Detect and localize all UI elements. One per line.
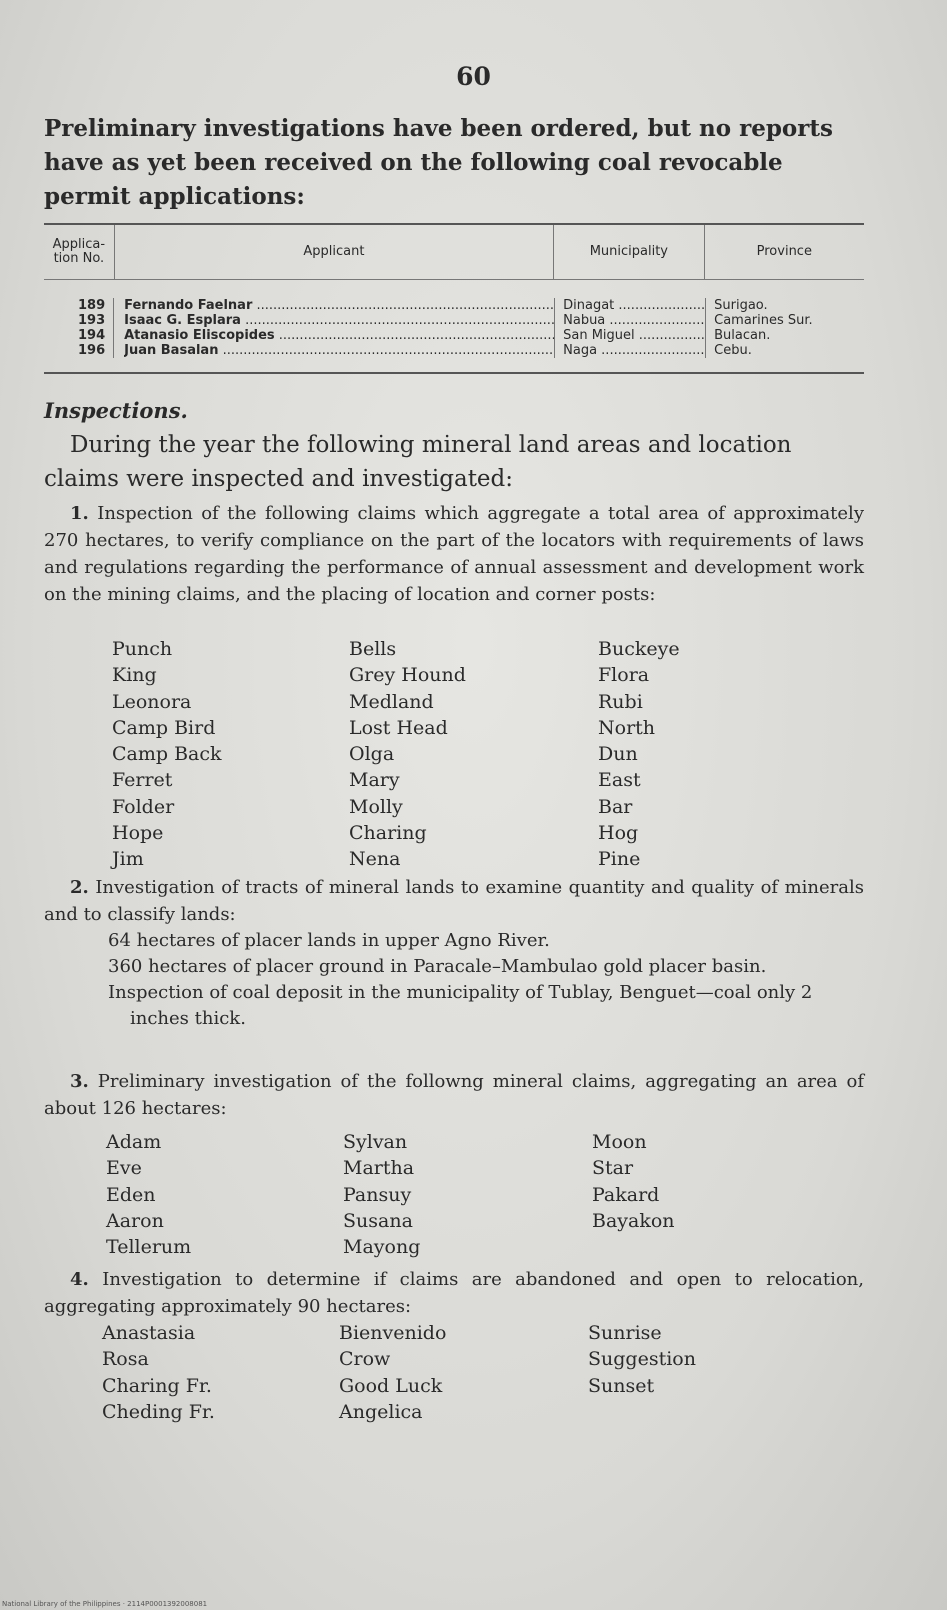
claim-name: Adam [106,1131,162,1153]
claim-name: Folder [112,795,175,818]
tracts-list [108,928,843,1032]
permit-table [44,223,864,374]
table-cell: 196 [77,343,106,358]
claim-name: Star [592,1157,634,1180]
table-cell: San Miguel ..... [563,328,705,343]
table-cell: Bulacan. [714,328,771,343]
claim-name: Good Luck [339,1374,443,1397]
table-cell: Camarines Sur. [714,313,813,328]
item-2-paragraph [44,874,864,928]
claim-name: Angelica [339,1400,423,1423]
table-cell: Surigao. [714,298,768,313]
claims-list-4 [102,1320,738,1425]
claim-name: Ferret [112,769,173,792]
item-text: Investigation of tracts of mineral lands to examine quantity and quality of minerals and to classify lands: [44,877,864,925]
claim-name: Susana [343,1209,413,1232]
list-item: Inspection of coal deposit in the municipality of Tublay, Benguet—coal only 2 inches thick. [108,982,813,1029]
claim-name: Mayong [343,1236,421,1259]
claims-list-1 [112,636,748,873]
claim-name: Molly [349,795,403,818]
header-applicant: Applicant [115,225,554,279]
item-1-paragraph [44,500,864,608]
scan-footer: National Library of the Philippines · 2114P0001392008081 [2,1600,208,1608]
claim-name: Martha [343,1157,415,1180]
claim-name: Hog [598,822,639,845]
claim-name: Olga [349,743,395,766]
claim-name: Moon [592,1131,647,1153]
header-application-no: Applica-tion No. [44,225,115,279]
item-3-paragraph [44,1068,864,1122]
table-cell: Juan Basalan ..... [124,343,554,358]
claim-name: Leonora [112,690,192,713]
item-number: 1. [70,503,89,524]
claim-name: Bells [349,638,397,660]
claim-name: Aaron [106,1209,164,1232]
claim-name: Bienvenido [339,1322,447,1344]
municipality-column [555,298,706,358]
claim-name: Jim [112,848,144,871]
item-number: 3. [70,1071,89,1092]
table-cell: Naga ..... [563,343,705,358]
table-cell: Cebu. [714,343,752,358]
claim-name: Pine [598,848,641,871]
header-municipality: Municipality [554,225,704,279]
claim-name: Medland [349,690,434,713]
table-cell: Isaac G. Esplara ..... [124,313,554,328]
section-heading: Inspections. [44,398,188,423]
claim-name: Camp Back [112,743,222,766]
item-number: 2. [70,877,89,898]
claim-name [588,1399,738,1425]
claim-name: Crow [339,1348,391,1371]
claim-name: Sunset [588,1374,655,1397]
table-cell: Atanasio Eliscopides ..... [124,328,554,343]
table-cell: Dinagat ..... [563,298,705,313]
claim-name: Sunrise [588,1322,662,1344]
claim-name: Rosa [102,1348,149,1371]
claim-name [592,1234,742,1260]
table-cell: 189 [77,298,106,313]
claim-name: East [598,769,641,792]
table-cell: 193 [77,313,106,328]
claim-name: Flora [598,664,650,687]
header-province: Province [756,244,812,259]
table-header [44,225,864,280]
claim-name: Mary [349,769,400,792]
claim-name: Pansuy [343,1183,412,1206]
claim-name: Eden [106,1183,156,1206]
province-column [706,298,864,358]
item-4-paragraph [44,1266,864,1320]
claim-name: North [598,716,656,739]
item-number: 4. [70,1269,89,1290]
claim-name: Lost Head [349,716,448,739]
claim-name: Buckeye [598,638,680,660]
claim-name: Bar [598,795,633,818]
claim-name: Punch [112,638,173,660]
table-body [44,280,864,372]
item-text: Inspection of the following claims which aggregate a total area of approximately 270 hectares, to verify compliance on the part of the locators with requirements of laws and regulations regarding the performance of annual assessment and development work on the mining claims, and the placing of location and corner posts: [44,503,864,605]
inspections-intro: During the year the following mineral land areas and location claims were inspected and investigated: [44,432,792,492]
applicant-column [114,298,555,358]
claim-name: Eve [106,1157,142,1180]
claim-name: Grey Hound [349,664,466,687]
claim-name: Tellerum [106,1236,192,1259]
table-cell: Fernando Faelnar ..... [124,298,554,313]
table-cell: Nabua ..... [563,313,705,328]
claims-list-3 [106,1129,742,1260]
application-no-column [44,298,114,358]
claim-name: Dun [598,743,638,766]
claim-name: Anastasia [102,1322,196,1344]
list-item: 360 hectares of placer ground in Paracale–Mambulao gold placer basin. [108,956,767,977]
claim-name: Suggestion [588,1348,696,1371]
claim-name: King [112,664,157,687]
claim-name: Rubi [598,690,643,713]
claim-name: Hope [112,822,164,845]
list-item: 64 hectares of placer lands in upper Agno River. [108,930,550,951]
claim-name: Bayakon [592,1209,675,1232]
page-number: 60 [456,62,491,91]
claim-name: Charing [349,822,427,845]
claim-name: Nena [349,848,401,871]
item-text: Investigation to determine if claims are abandoned and open to relocation, aggregating approximately 90 hectares: [44,1269,864,1317]
claim-name: Camp Bird [112,716,216,739]
table-cell: 194 [77,328,106,343]
intro-paragraph: Preliminary investigations have been ordered, but no reports have as yet been received on the following coal revocable permit applications: [44,115,833,210]
item-text: Preliminary investigation of the followng mineral claims, aggregating an area of about 126 hectares: [44,1071,864,1119]
claim-name: Charing Fr. [102,1374,212,1397]
claim-name: Cheding Fr. [102,1400,215,1423]
claim-name: Sylvan [343,1131,408,1153]
claim-name: Pakard [592,1183,660,1206]
